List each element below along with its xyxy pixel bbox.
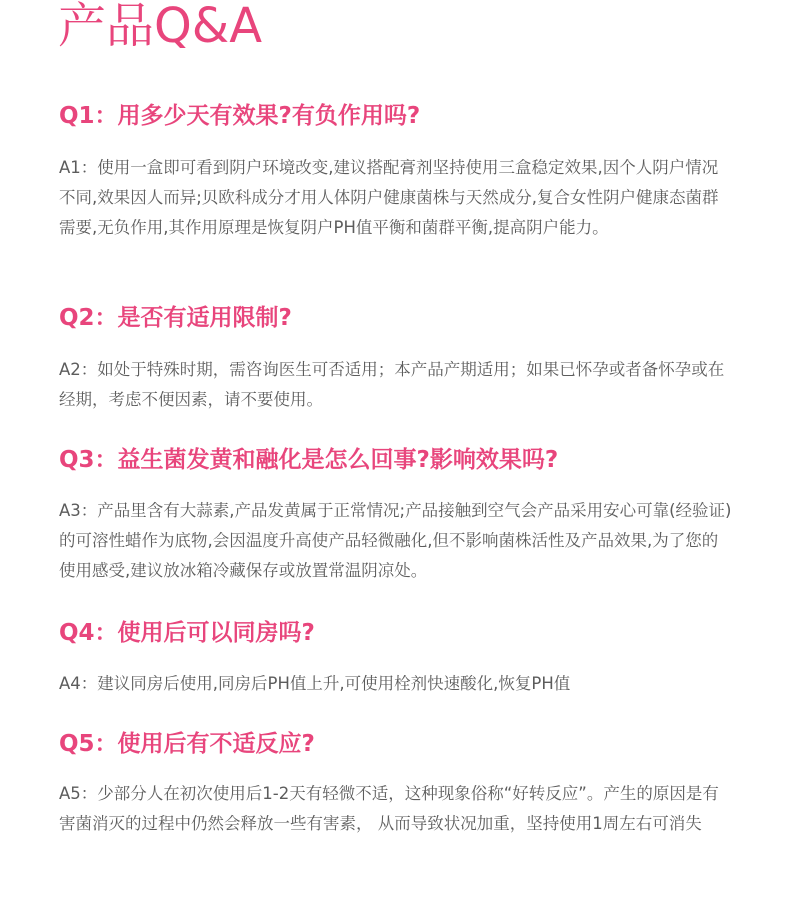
answer-1: A1：使用一盒即可看到阴户环境改变,建议搭配膏剂坚持使用三盒稳定效果,因个人阴户情况不同,效果因人而异;贝欧科成分才用人体阴户健康菌株与天然成分,复合女性阴户健康态菌群需要,无负作用,其作用原理是恢复阴户PH值平衡和菌群平衡,提高阴户能力。	[59, 158, 719, 237]
page-title: 产品Q&A	[58, 0, 263, 54]
question-2: Q2：是否有适用限制?	[59, 305, 292, 331]
answer-3: A3：产品里含有大蒜素,产品发黄属于正常情况;产品接触到空气会产品采用安心可靠(经验证)的可溶性蜡作为底物,会因温度升高使产品轻微融化,但不影响菌株活性及产品效果,为了您的使用感受,建议放冰箱冷藏保存或放置常温阴凉处。	[59, 501, 732, 580]
question-3: Q3：益生菌发黄和融化是怎么回事?影响效果吗?	[59, 447, 559, 473]
question-5: Q5：使用后有不适反应?	[59, 731, 315, 757]
answer-5: A5：少部分人在初次使用后1-2天有轻微不适，这种现象俗称“好转反应”。产生的原因是有害菌消灭的过程中仍然会释放一些有害素， 从而导致状况加重，坚持使用1周左右可消失	[59, 784, 719, 833]
question-4: Q4：使用后可以同房吗?	[59, 620, 315, 646]
answer-2: A2：如处于特殊时期，需咨询医生可否适用；本产品产期适用；如果已怀孕或者备怀孕或在经期，考虑不便因素，请不要使用。	[59, 360, 725, 409]
question-1: Q1：用多少天有效果?有负作用吗?	[59, 103, 421, 129]
answer-4: A4：建议同房后使用,同房后PH值上升,可使用栓剂快速酸化,恢复PH值	[59, 674, 571, 693]
